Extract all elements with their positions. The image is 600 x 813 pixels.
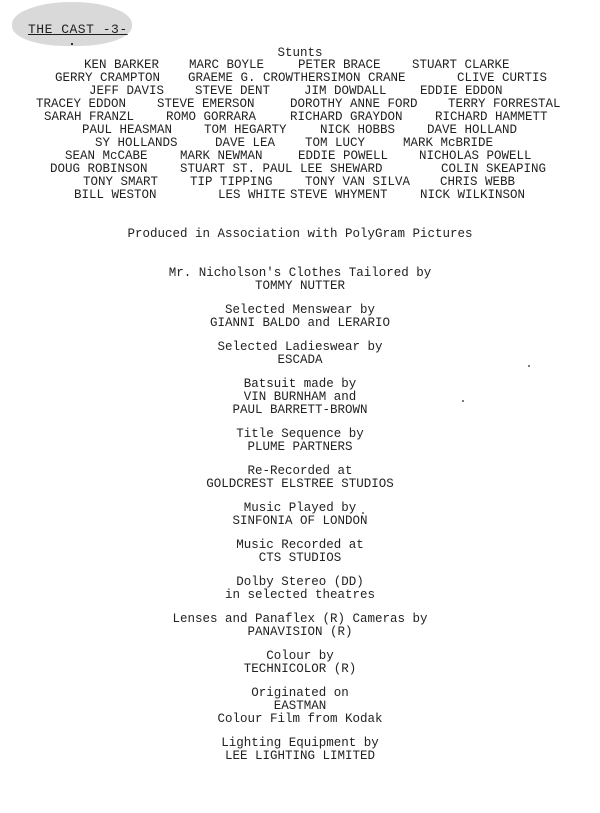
stunt-performer-name: CLIVE CURTIS — [457, 71, 548, 85]
stunt-performer-name: MARK McBRIDE — [403, 136, 494, 150]
credit-role: Lenses and Panaflex (R) Cameras by — [172, 612, 428, 626]
credit-block — [0, 613, 600, 639]
credit-name: ESCADA — [277, 353, 323, 367]
credit-role: Produced in Association with PolyGram Pictures — [127, 227, 473, 241]
credit-block — [0, 539, 600, 565]
stunt-performer-name: LEE SHEWARD — [300, 162, 383, 176]
stunt-performer-name: STUART CLARKE — [412, 58, 510, 72]
stunt-performer-name: NICK HOBBS — [320, 123, 396, 137]
stunt-row — [0, 189, 600, 202]
credit-role: Originated on — [251, 686, 349, 700]
credit-role: Colour by — [266, 649, 334, 663]
stunt-performer-name: JEFF DAVIS — [89, 84, 165, 98]
credit-block — [0, 228, 600, 241]
paper-speck — [528, 365, 530, 367]
stunt-performer-name: DAVE LEA — [215, 136, 276, 150]
stunt-performer-name: STEVE WHYMENT — [290, 188, 388, 202]
stunt-performer-name: TONY SMART — [83, 175, 159, 189]
stunt-performer-name: COLIN SKEAPING — [441, 162, 547, 176]
credit-block — [0, 304, 600, 330]
stunt-performer-name: TOM LUCY — [305, 136, 366, 150]
stunt-performer-name: MARC BOYLE — [189, 58, 265, 72]
stunt-performer-name: STEVE EMERSON — [157, 97, 255, 111]
credit-name: LEE LIGHTING LIMITED — [224, 749, 376, 763]
credit-role: Selected Ladieswear by — [217, 340, 383, 354]
stunt-performer-name: JIM DOWDALL — [304, 84, 387, 98]
stunt-performer-name: NICHOLAS POWELL — [419, 149, 532, 163]
stunt-performer-name: TRACEY EDDON — [36, 97, 127, 111]
stunt-performer-name: SARAH FRANZL — [44, 110, 135, 124]
stunt-performer-name: PAUL HEASMAN — [82, 123, 173, 137]
stunt-performer-name: TERRY FORRESTAL — [448, 97, 561, 111]
stunts-list — [0, 59, 600, 202]
stunt-performer-name: SEAN McCABE — [65, 149, 148, 163]
stunt-performer-name: GRAEME G. CROWTHER — [188, 71, 324, 85]
stunt-row — [0, 124, 600, 137]
credit-role: Title Sequence by — [236, 427, 364, 441]
stunt-performer-name: DOUG ROBINSON — [50, 162, 148, 176]
credit-name: Colour Film from Kodak — [217, 712, 383, 726]
credit-block — [0, 428, 600, 454]
credit-role: Music Played by — [243, 501, 357, 515]
credit-name: PAUL BARRETT-BROWN — [232, 403, 368, 417]
credit-role: Re-Recorded at — [247, 464, 353, 478]
stunt-performer-name: STEVE DENT — [195, 84, 271, 98]
credit-role: Lighting Equipment by — [221, 736, 379, 750]
stunt-performer-name: KEN BARKER — [84, 58, 160, 72]
stunt-performer-name: EDDIE POWELL — [298, 149, 389, 163]
credit-block — [0, 502, 600, 528]
credit-block — [0, 576, 600, 602]
stunt-performer-name: BILL WESTON — [74, 188, 157, 202]
stunt-performer-name: CHRIS WEBB — [440, 175, 516, 189]
stunt-performer-name: EDDIE EDDON — [420, 84, 503, 98]
credits-list — [0, 228, 600, 774]
stunt-performer-name: SIMON CRANE — [323, 71, 406, 85]
stunt-performer-name: TONY VAN SILVA — [305, 175, 411, 189]
credit-name: GOLDCREST ELSTREE STUDIOS — [206, 477, 394, 491]
stunts-heading: Stunts — [277, 46, 323, 60]
credit-role: Batsuit made by — [243, 377, 357, 391]
credit-name: EASTMAN — [273, 699, 327, 713]
stunt-performer-name: STUART ST. PAUL — [180, 162, 293, 176]
credit-block — [0, 737, 600, 763]
stunt-performer-name: ROMO GORRARA — [166, 110, 257, 124]
credit-role: Mr. Nicholson's Clothes Tailored by — [168, 266, 432, 280]
stunt-performer-name: RICHARD HAMMETT — [435, 110, 548, 124]
credit-block — [0, 341, 600, 367]
credit-block — [0, 465, 600, 491]
stunt-performer-name: TOM HEGARTY — [204, 123, 287, 137]
paper-speck — [362, 512, 364, 514]
stunt-performer-name: TIP TIPPING — [190, 175, 273, 189]
page-header: THE CAST -3- — [28, 22, 128, 37]
stunt-performer-name: MARK NEWMAN — [180, 149, 263, 163]
credit-name: TECHNICOLOR (R) — [243, 662, 357, 676]
stunt-performer-name: NICK WILKINSON — [420, 188, 526, 202]
credit-block — [0, 267, 600, 293]
stunt-performer-name: LES WHITE — [218, 188, 286, 202]
credit-name: CTS STUDIOS — [258, 551, 342, 565]
stunt-performer-name: SY HOLLANDS — [95, 136, 178, 150]
credit-name: GIANNI BALDO and LERARIO — [209, 316, 391, 330]
credit-name: in selected theatres — [224, 588, 376, 602]
credit-role: Music Recorded at — [236, 538, 364, 552]
credit-block — [0, 378, 600, 417]
credit-name: SINFONIA OF LONDON — [232, 514, 368, 528]
credit-block — [0, 687, 600, 726]
paper-speck — [462, 400, 464, 402]
credit-role: Dolby Stereo (DD) — [236, 575, 364, 589]
credit-name: PANAVISION (R) — [247, 625, 353, 639]
credit-block — [0, 650, 600, 676]
header-speck — [71, 43, 73, 45]
stunt-performer-name: PETER BRACE — [298, 58, 381, 72]
stunt-performer-name: DOROTHY ANNE FORD — [290, 97, 418, 111]
credit-name: PLUME PARTNERS — [247, 440, 353, 454]
stunt-performer-name: DAVE HOLLAND — [427, 123, 518, 137]
credit-name: VIN BURNHAM and — [243, 390, 357, 404]
stunt-performer-name: RICHARD GRAYDON — [290, 110, 403, 124]
stunt-performer-name: GERRY CRAMPTON — [55, 71, 161, 85]
credit-name: TOMMY NUTTER — [254, 279, 345, 293]
credit-role: Selected Menswear by — [224, 303, 376, 317]
